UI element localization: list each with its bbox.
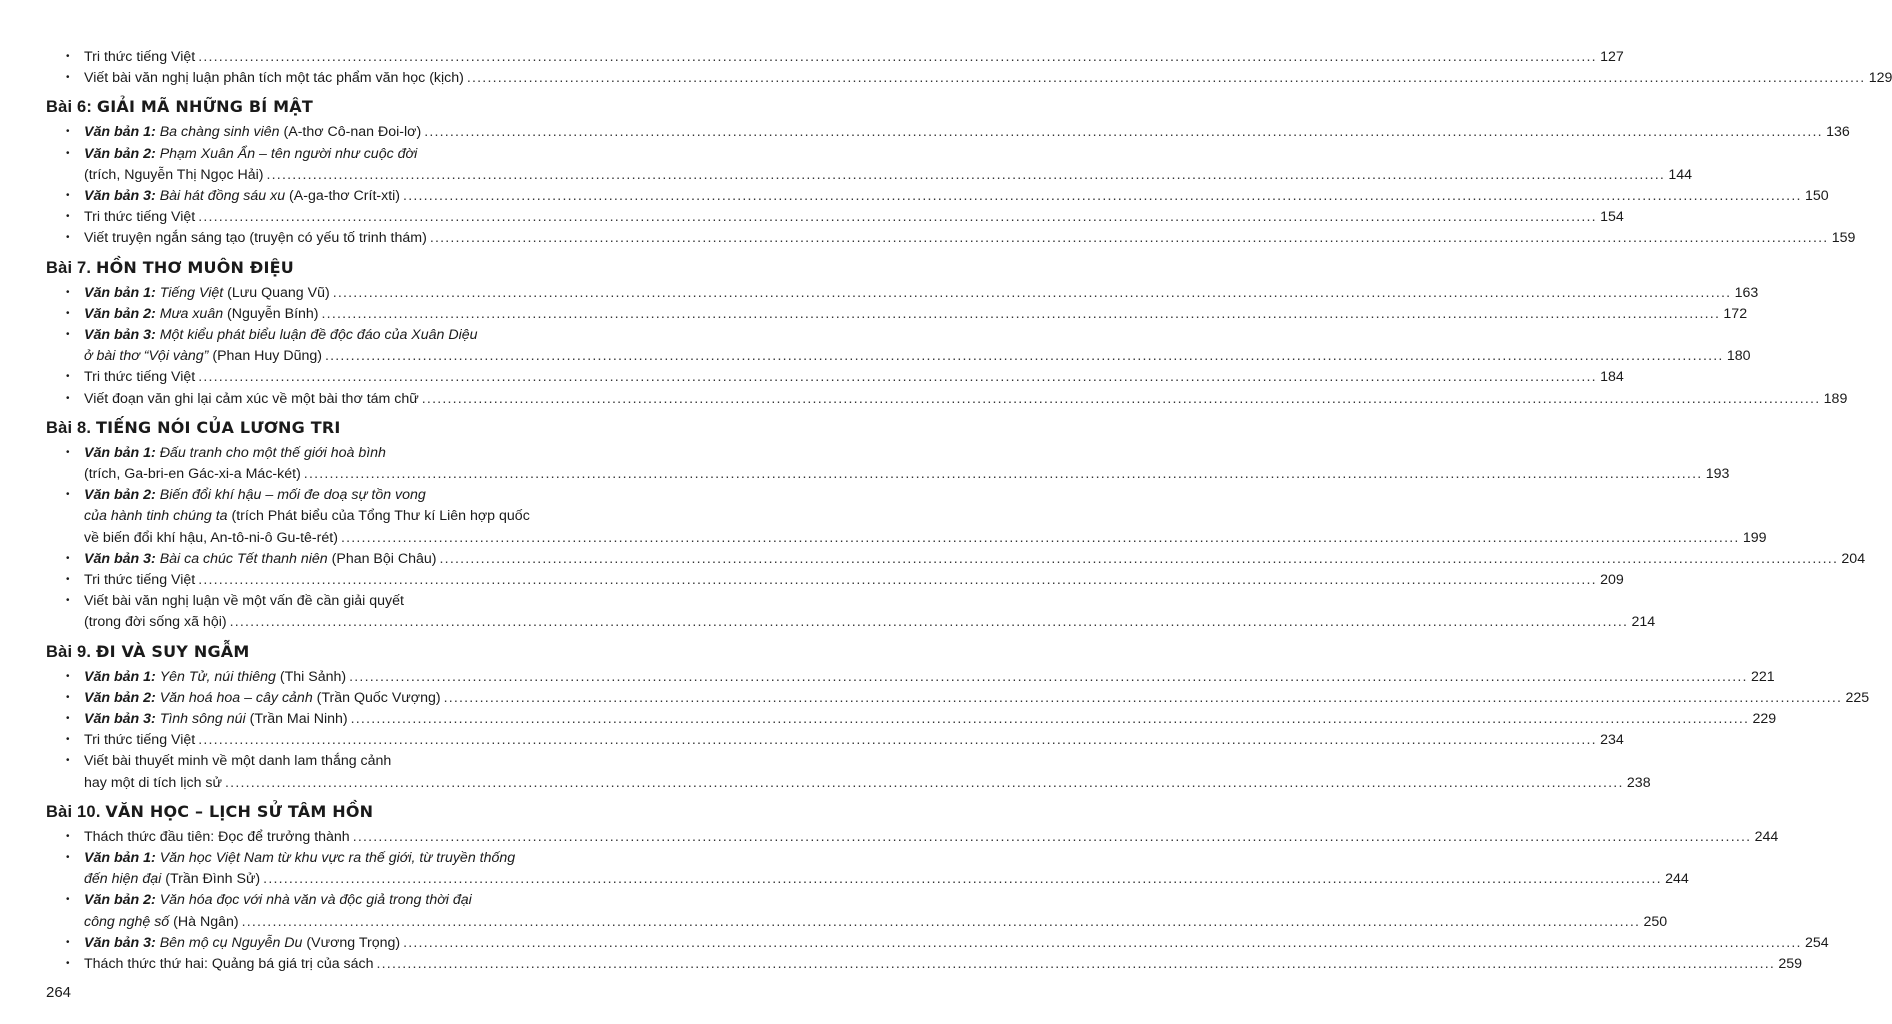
dot-leader: ................................................................................................................................................................................................................................................................................ [466,70,1866,87]
dot-leader: ................................................................................................................................................................................................................................................................................ [198,732,1597,749]
bullet-icon: • [66,552,70,564]
entry-title: Viết đoạn văn ghi lại cảm xúc về một bài thơ tám chữ [84,390,419,407]
bullet-icon: • [66,574,70,585]
entry-author: (Nguyễn Bính) [223,305,319,322]
lesson-number: Bài 9. [46,642,97,661]
entry-label: Văn bản 1: [84,850,160,866]
dot-leader: ................................................................................................................................................................................................................................................................................ [229,614,1629,631]
toc-line [0,932,1829,954]
toc-entry-text [84,687,1870,709]
bullet-icon: • [66,830,70,842]
dot-leader: ................................................................................................................................................................................................................................................................................ [443,689,1843,706]
toc-line [0,206,1624,228]
entry-work-title-cont: ở bài thơ “Vội vàng” [84,348,209,365]
toc-line [0,911,1668,933]
dot-leader: ................................................................................................................................................................................................................................................................................ [198,369,1597,386]
entry-page: 159 [1831,230,1856,247]
toc-line [0,121,1850,143]
dot-leader: ................................................................................................................................................................................................................................................................................ [340,529,1740,546]
bullet-icon: • [66,670,70,682]
lesson-title: TIẾNG NÓI CỦA LƯƠNG TRI [96,417,341,437]
bullet-icon: • [66,894,70,906]
entry-page: 163 [1734,284,1759,301]
toc-line [0,729,1624,751]
entry-label: Văn bản 2: [84,305,160,322]
entry-author: (A-ga-thơ Crít-xti) [285,188,401,204]
entry-work-title-cont: của hành tinh chúng ta [84,508,228,525]
entry-page: 199 [1742,529,1767,546]
toc-line [0,826,1779,848]
toc-entry-text [84,847,657,869]
bullet-icon: • [66,307,70,319]
entry-page: 150 [1804,188,1829,204]
entry-page: 127 [1600,49,1624,65]
bullet-icon: • [66,190,70,201]
entry-author: (Trần Quốc Vượng) [312,689,441,706]
dot-leader: ................................................................................................................................................................................................................................................................................ [352,828,1752,845]
entry-work-title: Yên Tử, núi thiêng [159,668,276,685]
entry-author: (Phan Bội Châu) [327,550,437,567]
toc-entry-text [84,67,1892,89]
bullet-icon: • [66,489,70,501]
toc-line [0,185,1829,207]
toc-entry-text [84,527,1767,549]
dot-leader: ................................................................................................................................................................................................................................................................................ [421,390,1821,407]
bullet-icon: • [66,147,70,159]
toc-line [0,868,1689,890]
bullet-icon: • [66,286,70,298]
lesson-heading [46,799,373,825]
lesson-title: VĂN HỌC – LỊCH SỬ TÂM HỒN [105,801,374,821]
lesson-title: ĐI VÀ SUY NGẪM [96,641,250,661]
entry-label: Văn bản 2: [84,892,160,909]
toc-entry-text [84,708,1777,730]
bullet-icon: • [66,958,70,969]
entry-work-title: Biến đổi khí hậu – mối đe doạ sự tồn vong [159,487,426,504]
toc-line [0,953,1803,975]
lesson-title: GIẢI MÃ NHỮNG BÍ MẬT [96,97,313,117]
entry-continuation: (trích Phát biểu của Tổng Thư kí Liên hợp quốc [227,508,530,525]
toc-line [0,164,1693,186]
entry-label: Văn bản 2: [84,145,160,162]
entry-author: (Thi Sảnh) [275,668,347,685]
dot-leader: ................................................................................................................................................................................................................................................................................ [376,956,1776,972]
entry-page: 180 [1726,348,1751,365]
entry-work-title: Ba chàng sinh viên [159,124,280,141]
entry-page: 154 [1600,209,1624,226]
entry-label: Văn bản 3: [84,327,160,343]
entry-work-title: Bên mộ cụ Nguyễn Du [159,934,303,951]
lesson-number: Bài 6: [46,98,97,117]
entry-page: 193 [1705,466,1730,482]
lesson-number: Bài 10. [46,802,106,821]
toc-line [0,611,1656,633]
toc-line [0,889,679,911]
lesson-title: HỒN THƠ MUÔN ĐIỆU [96,257,294,277]
entry-page: 244 [1754,828,1779,845]
entry-work-title: Đấu tranh cho một thế giới hoà bình [159,444,386,461]
toc-line [0,750,679,772]
toc-line [0,772,1651,794]
bullet-icon: • [66,595,70,607]
toc-entry-text [84,826,1779,848]
toc-entry-text [84,505,657,527]
entry-page: 229 [1752,711,1777,727]
toc-line [0,227,1856,249]
dot-leader: ................................................................................................................................................................................................................................................................................ [198,209,1597,226]
entry-label: Văn bản 1: [84,124,160,141]
entry-work-title: Bài ca chúc Tết thanh niên [159,550,328,567]
bullet-icon: • [66,691,70,703]
toc-entry-text [84,548,1866,570]
dot-leader: ................................................................................................................................................................................................................................................................................ [225,774,1624,791]
entry-work-title: Phạm Xuân Ẩn – tên người như cuộc đời [159,145,418,162]
entry-work-title: Tình sông núi [159,711,246,727]
entry-title: Tri thức tiếng Việt [84,572,196,588]
entry-label: Văn bản 1: [84,284,160,301]
entry-page: 204 [1841,550,1866,567]
bullet-icon: • [66,734,70,746]
bullet-icon: • [66,852,70,863]
toc-entry-text [84,772,1651,794]
toc-entry-text [84,442,657,464]
bullet-icon: • [66,371,70,383]
entry-work-title: Văn học Việt Nam từ khu vực ra thế giới, từ truyền thống [159,850,516,866]
toc-entry-text [84,868,1689,890]
lesson-heading [46,94,313,120]
bullet-icon: • [66,446,70,458]
entry-author: (Vương Trọng) [302,934,401,951]
toc-line [0,345,1751,367]
toc-line [0,463,1730,485]
toc-entry-text [84,953,1803,975]
toc-entry-text [84,463,1730,485]
entry-continuation: (trích, Nguyễn Thị Ngọc Hải) [84,166,264,183]
toc-line [0,282,1759,304]
toc-line [0,324,679,346]
toc-line [0,46,1624,68]
entry-page: 129 [1868,70,1892,87]
page-number: 264 [46,984,72,1001]
lesson-heading [46,255,294,281]
entry-title: Thách thức thứ hai: Quảng bá giá trị của sách [84,956,374,972]
entry-label: Văn bản 1: [84,444,160,461]
entry-title: Tri thức tiếng Việt [84,369,196,386]
entry-title: Thách thức đầu tiên: Đọc để trưởng thành [84,828,350,845]
toc-line [0,687,1870,709]
entry-page: 184 [1600,369,1624,386]
toc-line [0,366,1624,388]
entry-page: 136 [1826,124,1850,141]
dot-leader: ................................................................................................................................................................................................................................................................................ [303,466,1703,482]
toc-line [0,666,1775,688]
toc-line [0,847,679,869]
entry-page: 144 [1668,166,1693,183]
entry-title: Viết bài văn nghị luận về một vấn đề cần giải quyết [84,593,404,610]
entry-page: 244 [1665,871,1689,888]
entry-label: Văn bản 2: [84,689,160,706]
toc-line [0,527,1767,549]
toc-entry-text [84,569,1624,591]
dot-leader: ................................................................................................................................................................................................................................................................................ [266,166,1666,183]
lesson-heading [46,639,250,665]
entry-work-title: Văn hóa đọc với nhà văn và độc giả trong thời đại [159,892,472,909]
entry-title: Viết bài thuyết minh về một danh lam thắng cảnh [84,753,392,770]
toc-entry-text [84,750,657,772]
entry-work-title: Văn hoá hoa – cây cảnh [159,689,313,706]
dot-leader: ................................................................................................................................................................................................................................................................................ [321,305,1721,322]
entry-work-title-cont: công nghệ số [84,913,170,930]
entry-label: Văn bản 3: [84,934,160,951]
toc-line [0,484,679,506]
entry-page: 189 [1823,390,1848,407]
entry-continuation: (Phan Huy Dũng) [208,348,322,365]
entry-continuation: (trong đời sống xã hội) [84,614,227,631]
entry-page: 234 [1600,732,1624,749]
bullet-icon: • [66,755,70,767]
toc-entry-text [84,282,1759,304]
toc-line [0,569,1624,591]
lesson-number: Bài 7. [46,258,97,277]
toc-entry-text [84,590,657,612]
dot-leader: ................................................................................................................................................................................................................................................................................ [350,711,1750,727]
entry-label: Văn bản 3: [84,188,160,204]
entry-page: 225 [1845,689,1870,706]
toc-entry-text [84,366,1624,388]
toc-line [0,67,1892,89]
bullet-icon: • [66,713,70,724]
entry-work-title: Tiếng Việt [159,284,224,301]
toc-entry-text [84,484,657,506]
dot-leader: ................................................................................................................................................................................................................................................................................ [403,188,1802,204]
toc-entry-text [84,729,1624,751]
dot-leader: ................................................................................................................................................................................................................................................................................ [349,668,1748,685]
bullet-icon: • [66,51,70,62]
toc-entry-text [84,143,657,165]
toc-entry-text [84,889,657,911]
dot-leader: ................................................................................................................................................................................................................................................................................ [324,348,1724,365]
entry-author: (Trần Mai Ninh) [245,711,348,727]
entry-continuation: (Hà Ngân) [169,913,239,930]
toc-line [0,388,1848,410]
entry-page: 238 [1626,774,1651,791]
lesson-heading [46,415,341,441]
toc-line [0,505,679,527]
entry-continuation: về biến đổi khí hậu, An-tô-ni-ô Gu-tê-rét) [84,529,338,546]
bullet-icon: • [66,392,70,404]
bullet-icon: • [66,232,70,244]
entry-label: Văn bản 2: [84,487,160,504]
toc-entry-text [84,911,1668,933]
toc-line [0,442,679,464]
bullet-icon: • [66,936,70,948]
dot-leader: ................................................................................................................................................................................................................................................................................ [403,934,1802,951]
bullet-icon: • [66,211,70,223]
toc-entry-text [84,185,1829,207]
entry-label: Văn bản 3: [84,550,160,567]
toc-entry-text [84,324,657,346]
dot-leader: ................................................................................................................................................................................................................................................................................ [424,124,1823,141]
entry-continuation: (Trần Đình Sử) [161,871,261,888]
lesson-number: Bài 8. [46,418,97,437]
toc-line [0,708,1777,730]
toc-entry-text [84,164,1693,186]
entry-continuation: (trích, Ga-bri-en Gác-xi-a Mác-két) [84,466,301,482]
entry-page: 254 [1804,934,1829,951]
dot-leader: ................................................................................................................................................................................................................................................................................ [263,871,1662,888]
toc-entry-text [84,388,1848,410]
toc-entry-text [84,303,1748,325]
entry-author: (Lưu Quang Vũ) [223,284,330,301]
entry-title: Tri thức tiếng Việt [84,49,196,65]
entry-work-title: Một kiểu phát biểu luận đề độc đáo của Xuân Diệu [159,327,478,343]
entry-page: 259 [1778,956,1803,972]
dot-leader: ................................................................................................................................................................................................................................................................................ [332,284,1732,301]
toc-line [0,548,1866,570]
dot-leader: ................................................................................................................................................................................................................................................................................ [198,572,1597,588]
entry-label: Văn bản 1: [84,668,160,685]
entry-page: 221 [1751,668,1775,685]
toc-entry-text [84,666,1775,688]
toc-line [0,303,1748,325]
entry-title: Tri thức tiếng Việt [84,732,196,749]
entry-continuation: hay một di tích lịch sử [84,774,223,791]
entry-label: Văn bản 3: [84,711,160,727]
dot-leader: ................................................................................................................................................................................................................................................................................ [241,913,1641,930]
entry-page: 209 [1600,572,1624,588]
toc-entry-text [84,932,1829,954]
bullet-icon: • [66,126,70,138]
bullet-icon: • [66,329,70,340]
dot-leader: ................................................................................................................................................................................................................................................................................ [198,49,1597,65]
entry-page: 172 [1723,305,1748,322]
toc-entry-text [84,206,1624,228]
bullet-icon: • [66,72,70,84]
toc-entry-text [84,611,1656,633]
toc-line [0,143,679,165]
toc-entry-text [84,121,1850,143]
toc-line [0,590,679,612]
entry-work-title: Bài hát đồng sáu xu [159,188,286,204]
entry-work-title: Mưa xuân [159,305,224,322]
entry-page: 250 [1643,913,1668,930]
entry-author: (A-thơ Cô-nan Đoi-lơ) [279,124,422,141]
entry-work-title-cont: đến hiện đại [84,871,162,888]
entry-title: Viết bài văn nghị luận phân tích một tác phẩm văn học (kịch) [84,70,464,87]
entry-title: Tri thức tiếng Việt [84,209,196,226]
entry-page: 214 [1631,614,1656,631]
toc-entry-text [84,227,1856,249]
toc-entry-text [84,345,1751,367]
dot-leader: ................................................................................................................................................................................................................................................................................ [429,230,1829,247]
toc-entry-text [84,46,1624,68]
entry-title: Viết truyện ngắn sáng tạo (truyện có yếu tố trinh thám) [84,230,427,247]
dot-leader: ................................................................................................................................................................................................................................................................................ [439,550,1839,567]
